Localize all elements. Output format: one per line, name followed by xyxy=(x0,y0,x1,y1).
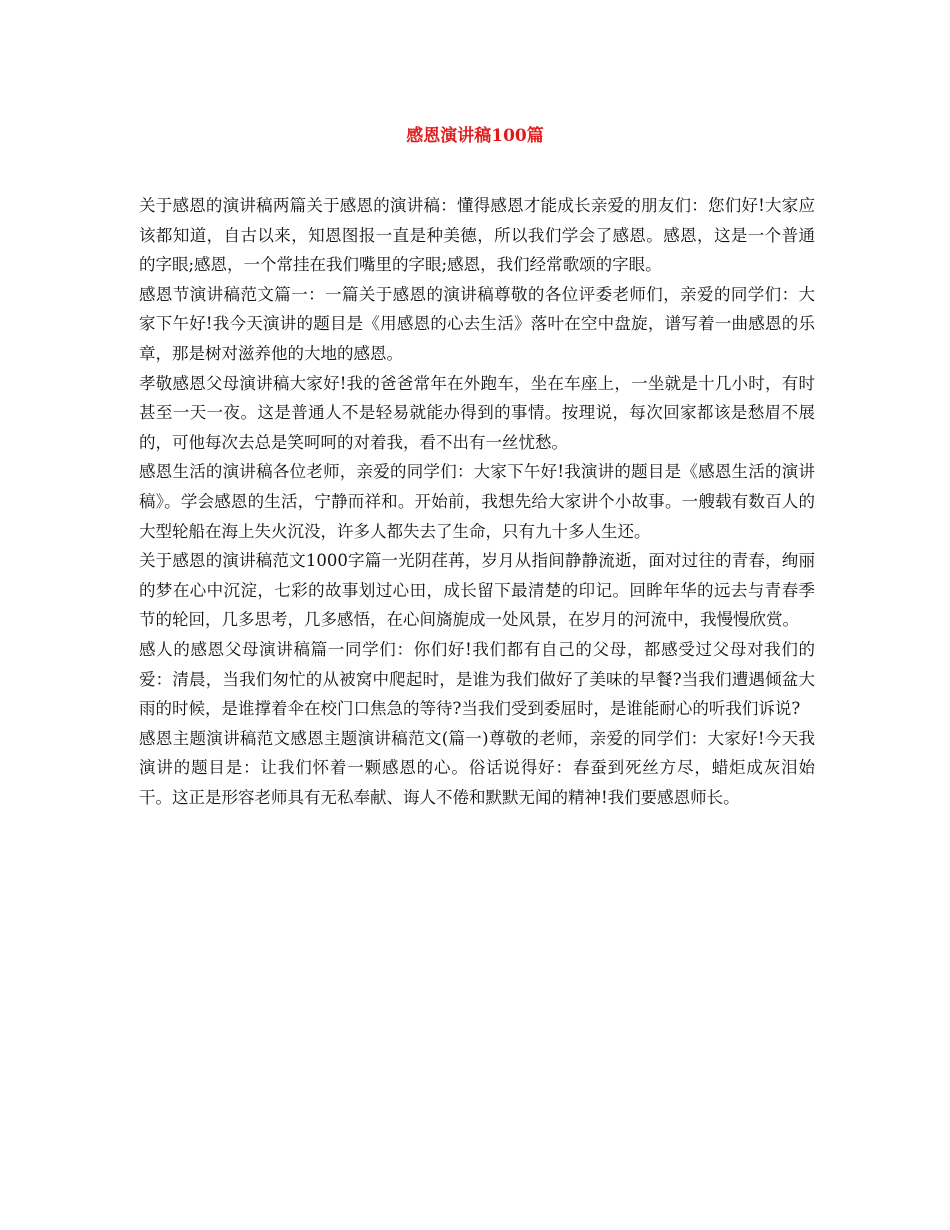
document-body xyxy=(139,191,815,812)
paragraph-1: 关于感恩的演讲稿两篇关于感恩的演讲稿：懂得感恩才能成长亲爱的朋友们：您们好!大家应该都知道，自古以来，知恩图报一直是种美德，所以我们学会了感恩。感恩，这是一个普通的字眼;感恩，一个常挂在我们嘴里的字眼;感恩，我们经常歌颂的字眼。 xyxy=(139,196,815,275)
paragraph-6: 感人的感恩父母演讲稿篇一同学们：你们好!我们都有自己的父母，都感受过父母对我们的爱：清晨，当我们匆忙的从被窝中爬起时，是谁为我们做好了美味的早餐?当我们遭遇倾盆大雨的时候，是谁撑着伞在校门口焦急的等待?当我们受到委屈时，是谁能耐心的听我们诉说? xyxy=(139,639,815,719)
paragraph-3: 孝敬感恩父母演讲稿大家好!我的爸爸常年在外跑车，坐在车座上，一坐就是十几小时，有时甚至一天一夜。这是普通人不是轻易就能办得到的事情。按理说，每次回家都该是愁眉不展的，可他每次去总是笑呵呵的对着我，看不出有一丝忧愁。 xyxy=(139,373,815,452)
paragraph-4: 感恩生活的演讲稿各位老师，亲爱的同学们：大家下午好!我演讲的题目是《感恩生活的演讲稿》。学会感恩的生活，宁静而祥和。开始前，我想先给大家讲个小故事。一艘载有数百人的大型轮船在海上失火沉没，许多人都失去了生命，只有九十多人生还。 xyxy=(139,462,815,541)
paragraph-2: 感恩节演讲稿范文篇一：一篇关于感恩的演讲稿尊敬的各位评委老师们，亲爱的同学们：大家下午好!我今天演讲的题目是《用感恩的心去生活》落叶在空中盘旋，谱写着一曲感恩的乐章，那是树对滋养他的大地的感恩。 xyxy=(139,284,815,363)
paragraph-7: 感恩主题演讲稿范文感恩主题演讲稿范文(篇一)尊敬的老师，亲爱的同学们：大家好!今天我演讲的题目是：让我们怀着一颗感恩的心。俗话说得好：春蚕到死丝方尽，蜡炬成灰泪始干。这正是形容老师具有无私奉献、诲人不倦和默默无闻的精神!我们要感恩师长。 xyxy=(139,728,815,807)
paragraph-5: 关于感恩的演讲稿范文1000字篇一光阴荏苒，岁月从指间静静流逝，面对过往的青春，绚丽的梦在心中沉淀，七彩的故事划过心田，成长留下最清楚的印记。回眸年华的远去与青春季节的轮回，几多思考，几多感悟，在心间旖旎成一处风景，在岁月的河流中，我慢慢欣赏。 xyxy=(139,551,815,630)
document-title: 感恩演讲稿100篇 xyxy=(406,126,544,146)
